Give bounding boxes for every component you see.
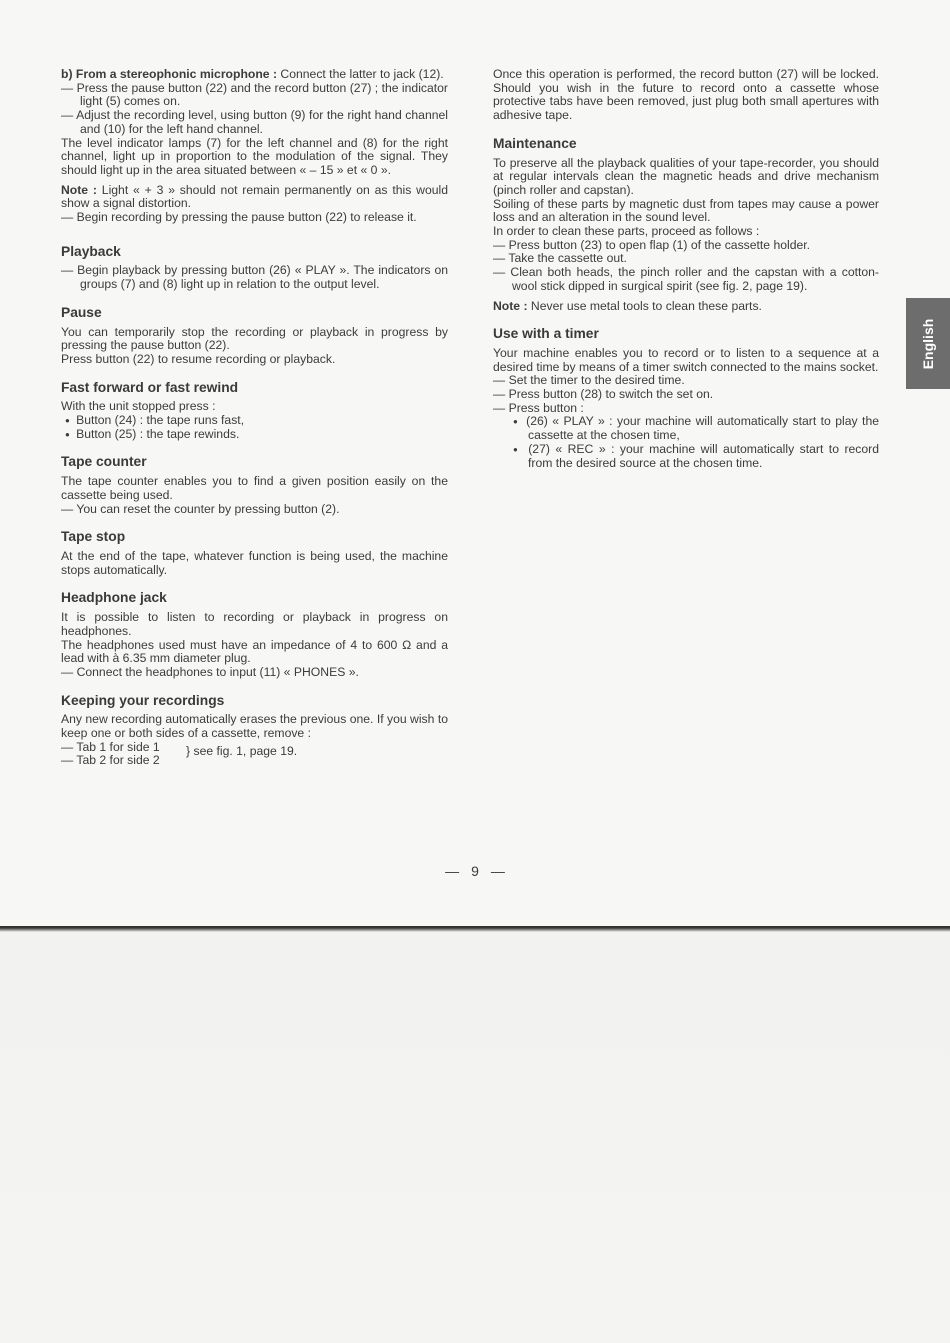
headphone-section	[61, 591, 448, 679]
stereo-paragraph: The level indicator lamps (7) for the left channel and (8) for the right channel, light up in proportion to the modulation of the signal. They should light up in the area situated between « – 15 » et « 0 ».	[61, 135, 448, 177]
tape-counter-section	[61, 455, 448, 516]
page-number: — 9 —	[445, 863, 505, 879]
left-column	[61, 68, 448, 768]
section-title: Tape counter	[61, 454, 147, 470]
list-item: — Clean both heads, the pinch roller and the capstan with a cotton-wool stick dipped in surgical spirit (see fig. 2, page 19).	[493, 266, 879, 293]
section-title: Tape stop	[61, 529, 126, 545]
language-label: English	[920, 318, 936, 369]
playback-step: — Begin playback by pressing button (26) « PLAY ». The indicators on groups (7) and (8) light up in relation to the output level.	[61, 264, 448, 291]
paragraph: The headphones used must have an impedance of 4 to 600 Ω and a lead with à 6.35 mm diameter plug.	[61, 637, 448, 666]
paragraph: At the end of the tape, whatever function is being used, the machine stops automatically.	[61, 548, 448, 577]
keeping-section	[61, 694, 448, 769]
paragraph: With the unit stopped press :	[61, 399, 216, 414]
headphone-step: — Connect the headphones to input (11) « PHONES ».	[61, 666, 448, 680]
paragraph: Your machine enables you to record or to listen to a sequence at a desired time by means of a timer switch connected to the mains socket.	[493, 345, 879, 374]
fast-forward-section	[61, 381, 448, 442]
stereo-step-1: — Press the pause button (22) and the record button (27) ; the indicator light (5) comes on.	[61, 82, 448, 109]
timer-section	[493, 327, 879, 470]
paragraph: It is possible to listen to recording or playback in progress on headphones.	[61, 610, 448, 638]
see-figure-note: } see fig. 1, page 19.	[186, 743, 298, 758]
list-item: ● (26) « PLAY » : your machine will automatically start to play the cassette at the chosen time,	[493, 415, 879, 442]
list-item: ● (27) « REC » : your machine will automatically start to record from the desired source at the chosen time.	[493, 443, 879, 470]
tab-item: — Tab 2 for side 2	[61, 754, 448, 768]
section-title: Headphone jack	[61, 590, 167, 606]
list-item: — Press button (28) to switch the set on.	[493, 388, 879, 402]
paragraph: Any new recording automatically erases the previous one. If you wish to keep one or both sides of a cassette, remove :	[61, 712, 448, 741]
list-item: — Press button :	[493, 402, 879, 416]
stereo-step-3: — Begin recording by pressing the pause button (22) to release it.	[61, 211, 448, 225]
stereo-note: Note : Light « + 3 » should not remain permanently on as this would show a signal distortion.	[61, 182, 448, 211]
section-title: Use with a timer	[493, 326, 599, 342]
paragraph: Press button (22) to resume recording or playback.	[61, 351, 336, 366]
maintenance-section	[493, 137, 879, 313]
section-title: Fast forward or fast rewind	[61, 379, 239, 395]
list-item: ● Button (24) : the tape runs fast,	[61, 414, 448, 428]
list-item: — Press button (23) to open flap (1) of the cassette holder.	[493, 239, 879, 253]
section-title: Maintenance	[493, 135, 577, 151]
paragraph: You can temporarily stop the recording or playback in progress by pressing the pause button (22).	[61, 324, 448, 353]
tabs-list	[61, 741, 448, 768]
page-fold-edge	[0, 926, 950, 1343]
intro-paragraph: Once this operation is performed, the record button (27) will be locked. Should you wish in the future to record onto a cassette whose protective tabs have been removed, just plug both small apertures with adhesive tape.	[493, 67, 879, 123]
stereo-step-2: — Adjust the recording level, using button (9) for the right hand channel and (10) for the left hand channel.	[61, 109, 448, 136]
right-column	[493, 68, 879, 470]
section-title: Playback	[61, 243, 121, 259]
tab-item: — Tab 1 for side 1	[61, 741, 448, 755]
tape-stop-section	[61, 530, 448, 577]
list-item: ● Button (25) : the tape rewinds.	[61, 428, 448, 442]
stereo-intro: b) From a stereophonic microphone : Connect the latter to jack (12).	[61, 67, 444, 81]
language-tab	[906, 298, 950, 389]
paragraph: Soiling of these parts by magnetic dust from tapes may cause a power loss and an alteration in the sound level.	[493, 196, 879, 225]
pause-section	[61, 306, 448, 367]
list-item: — Set the timer to the desired time.	[493, 374, 879, 388]
playback-section	[61, 245, 448, 292]
paragraph: In order to clean these parts, proceed as follows :	[493, 224, 760, 239]
paragraph: To preserve all the playback qualities of your tape-recorder, you should at regular intervals clean the magnetic heads and drive mechanism (pinch roller and capstan).	[493, 155, 879, 197]
counter-step: — You can reset the counter by pressing button (2).	[61, 503, 448, 517]
paragraph: The tape counter enables you to find a given position easily on the cassette being used.	[61, 474, 448, 502]
maintenance-note: Note : Never use metal tools to clean these parts.	[493, 298, 762, 313]
list-item: — Take the cassette out.	[493, 252, 879, 266]
brace-icon: }	[186, 743, 191, 758]
section-title: Keeping your recordings	[61, 692, 225, 708]
section-title: Pause	[61, 304, 102, 320]
